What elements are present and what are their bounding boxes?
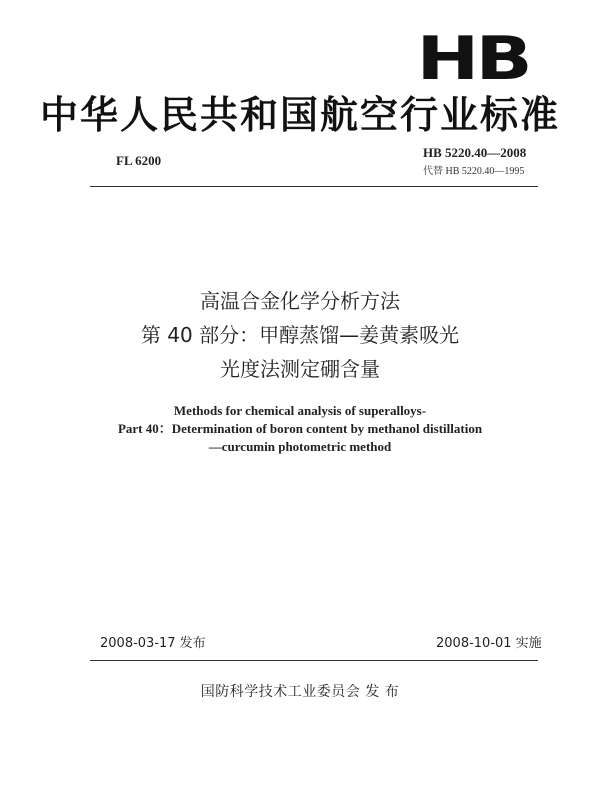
english-title-line-3: —curcumin photometric method	[208, 439, 392, 454]
chinese-title-line-3: 光度法测定硼含量	[220, 357, 380, 381]
classification-code: FL 6200	[116, 153, 162, 168]
hb-logo: HB	[416, 24, 529, 94]
issuing-authority: 国防科学技术工业委员会 发 布	[200, 684, 400, 700]
chinese-title-line-1: 高温合金化学分析方法	[200, 289, 400, 313]
chinese-title-line-2: 第 40 部分：甲醇蒸馏—姜黄素吸光	[140, 323, 460, 347]
standard-number: HB 5220.40—2008	[423, 145, 527, 160]
english-title-line-1: Methods for chemical analysis of superalloys-	[173, 403, 427, 418]
english-title-line-2: Part 40：Determination of boron content by methanol distillation	[117, 421, 483, 436]
standard-type-title: 中华人民共和国航空行业标准	[39, 93, 560, 137]
issue-date: 2008-03-17 发布	[100, 636, 206, 651]
implementation-date: 2008-10-01 实施	[436, 636, 542, 651]
bottom-divider	[90, 660, 538, 661]
replaces-standard: 代替 HB 5220.40—1995	[423, 166, 525, 177]
top-divider	[90, 186, 538, 187]
